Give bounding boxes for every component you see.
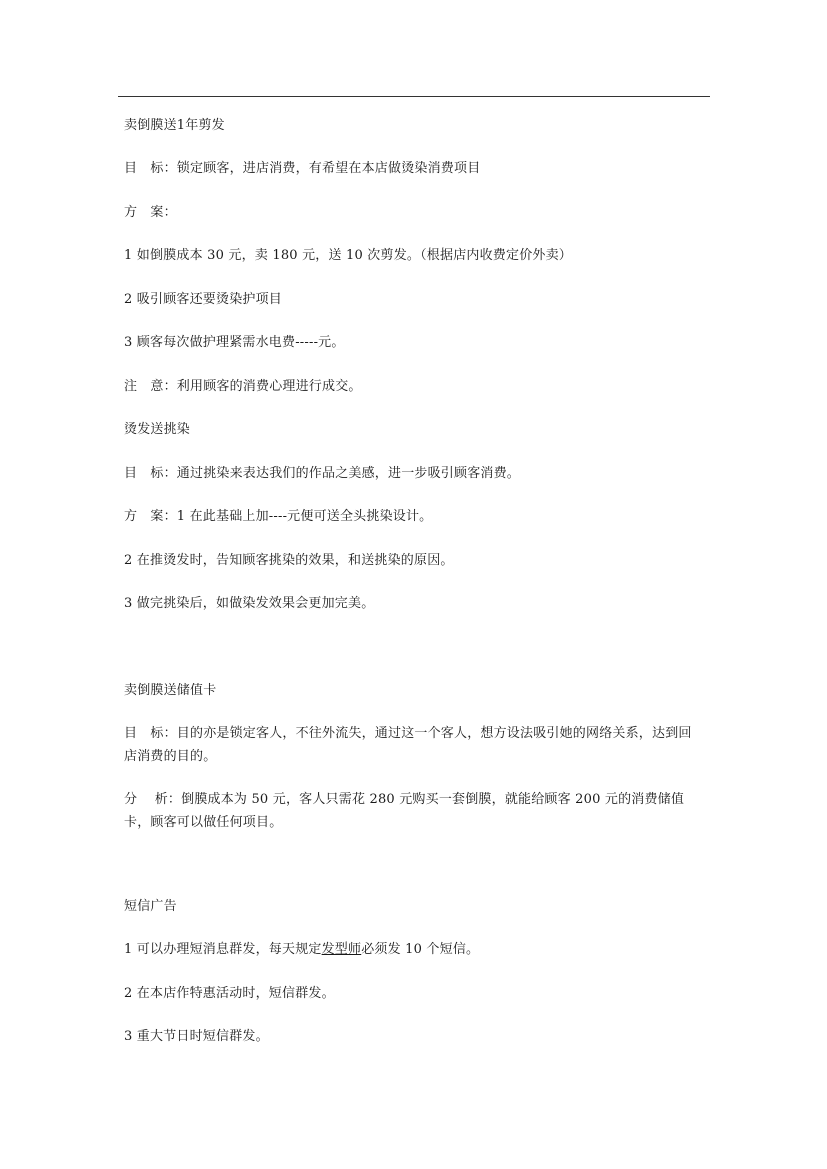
section-1-step-3: 3 顾客每次做护理紧需水电费-----元。 <box>124 335 345 350</box>
section-1-plan-label: 方 案： <box>124 205 177 220</box>
section-3-title: 卖倒膜送储值卡 <box>124 683 217 698</box>
section-4-step-2: 2 在本店作特惠活动时，短信群发。 <box>124 986 335 1001</box>
section-1-step-2: 2 吸引顾客还要烫染护项目 <box>124 292 283 307</box>
section-1-note: 注 意：利用顾客的消费心理进行成交。 <box>124 379 362 394</box>
section-2-goal: 目 标：通过挑染来表达我们的作品之美感，进一步吸引顾客消费。 <box>124 466 521 481</box>
section-4-step-1-after: 必须发 10 个短信。 <box>361 942 480 957</box>
section-1-title: 卖倒膜送1年剪发 <box>124 118 225 133</box>
section-4-title: 短信广告 <box>124 899 177 914</box>
section-3-goal: 目 标：目的亦是锁定客人，不往外流失，通过这一个客人，想方设法吸引她的网络关系，达到回店消费的目的。 <box>124 726 692 764</box>
section-2-plan: 方 案：1 在此基础上加----元便可送全头挑染设计。 <box>124 509 433 524</box>
section-3-analysis: 分 析：倒膜成本为 50 元，客人只需花 280 元购买一套倒膜，就能给顾客 200 元的消费储值卡，顾客可以做任何项目。 <box>124 792 685 830</box>
section-1-step-1: 1 如倒膜成本 30 元，卖 180 元，送 10 次剪发。（根据店内收费定价外卖） <box>124 248 572 263</box>
section-4-step-1 <box>124 942 704 958</box>
section-4-step-1-before: 1 可以办理短消息群发，每天规定 <box>124 942 322 957</box>
section-2-step-3: 3 做完挑染后，如做染发效果会更加完美。 <box>124 596 375 611</box>
section-2-title: 烫发送挑染 <box>124 422 191 437</box>
header-rule <box>118 96 710 97</box>
section-1-goal: 目 标：锁定顾客，进店消费，有希望在本店做烫染消费项目 <box>124 161 481 176</box>
section-4-step-3: 3 重大节日时短信群发。 <box>124 1029 269 1044</box>
section-2-step-2: 2 在推烫发时，告知顾客挑染的效果，和送挑染的原因。 <box>124 553 454 568</box>
hair-stylist-link[interactable]: 发型师 <box>321 942 362 957</box>
